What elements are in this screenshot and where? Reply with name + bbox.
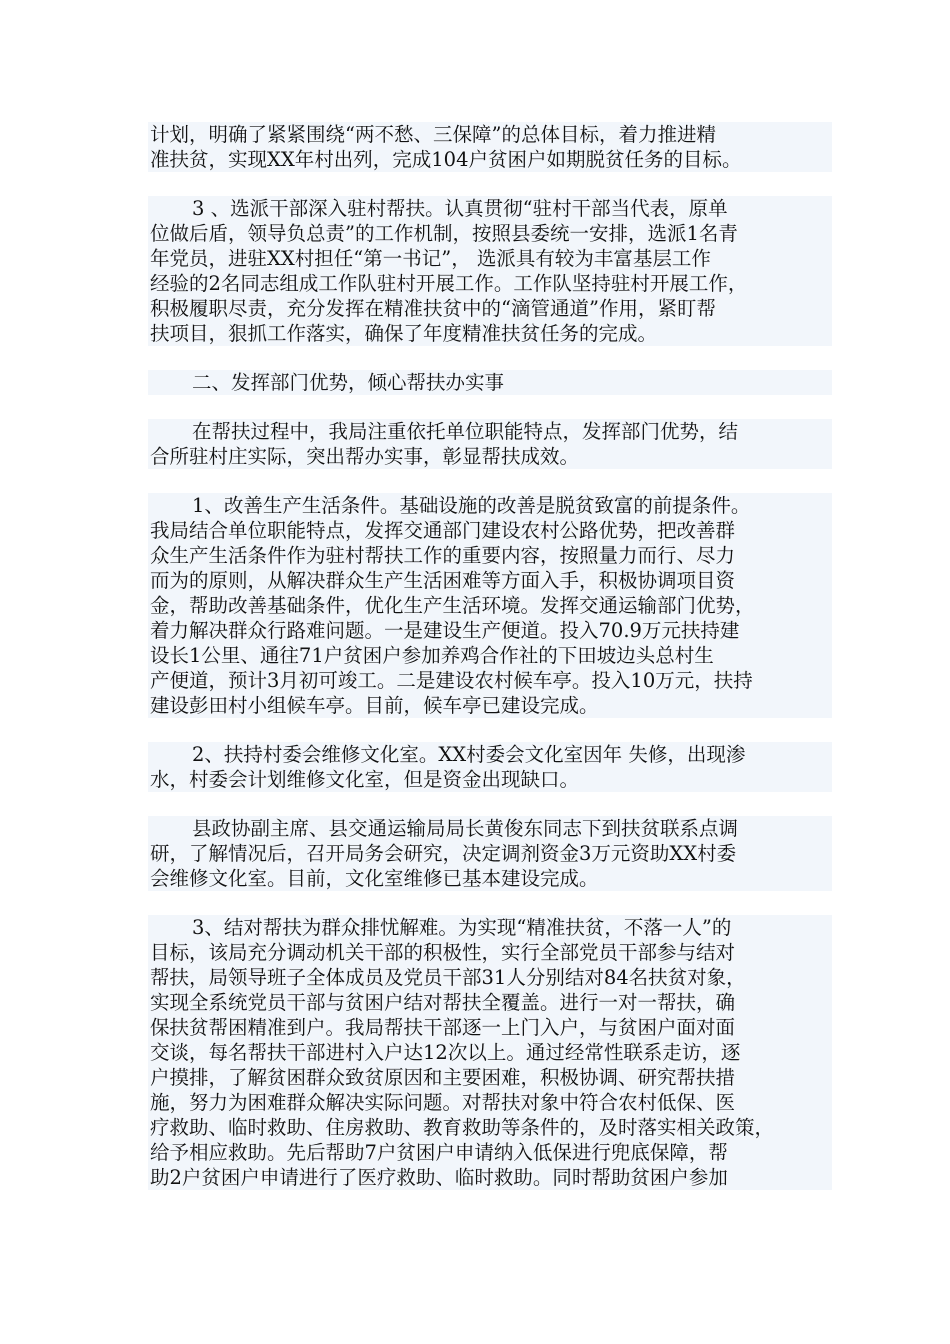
text-line: 扶项目，狠抓工作落实，确保了年度精准扶贫任务的完成。 <box>148 321 832 346</box>
text-line: 给予相应救助。先后帮助7户贫困户申请纳入低保进行兜底保障，帮 <box>148 1140 832 1165</box>
text-line: 会维修文化室。目前，文化室维修已基本建设完成。 <box>148 866 832 891</box>
text-line: 研，了解情况后，召开局务会研究，决定调剂资金3万元资助XX村委 <box>148 841 832 866</box>
text-line: 助2户贫困户申请进行了医疗救助、临时救助。同时帮助贫困户参加 <box>148 1165 832 1190</box>
text-line: 交谈，每名帮扶干部进村入户达12次以上。通过经常性联系走访，逐 <box>148 1040 832 1065</box>
text-line: 积极履职尽责，充分发挥在精准扶贫中的“滴管通道”作用，紧盯帮 <box>148 296 832 321</box>
text-line: 计划，明确了紧紧围绕“两不愁、三保障”的总体目标，着力推进精 <box>148 122 832 147</box>
paragraph-1 <box>148 122 832 172</box>
text-line: 2、扶持村委会维修文化室。XX村委会文化室因年 失修，出现渗 <box>148 742 832 767</box>
text-line: 3、结对帮扶为群众排忧解难。为实现“精准扶贫，不落一人”的 <box>148 915 832 940</box>
text-line: 众生产生活条件作为驻村帮扶工作的重要内容，按照量力而行、尽力 <box>148 543 832 568</box>
paragraph-6 <box>148 816 832 891</box>
section-heading <box>148 370 832 395</box>
text-line: 户摸排，了解贫困群众致贫原因和主要困难，积极协调、研究帮扶措 <box>148 1065 832 1090</box>
text-line: 经验的2名同志组成工作队驻村开展工作。工作队坚持驻村开展工作， <box>148 271 832 296</box>
text-line: 施，努力为困难群众解决实际问题。对帮扶对象中符合农村低保、医 <box>148 1090 832 1115</box>
text-line: 保扶贫帮困精准到户。我局帮扶干部逐一上门入户，与贫困户面对面 <box>148 1015 832 1040</box>
text-line: 3 、选派干部深入驻村帮扶。认真贯彻“驻村干部当代表，原单 <box>148 196 832 221</box>
text-line: 而为的原则，从解决群众生产生活困难等方面入手，积极协调项目资 <box>148 568 832 593</box>
text-line: 目标，该局充分调动机关干部的积极性，实行全部党员干部参与结对 <box>148 940 832 965</box>
text-line: 产便道，预计3月初可竣工。二是建设农村候车亭。投入10万元，扶持 <box>148 668 832 693</box>
paragraph-5 <box>148 742 832 792</box>
text-line: 县政协副主席、县交通运输局局长黄俊东同志下到扶贫联系点调 <box>148 816 832 841</box>
text-line: 准扶贫，实现XX年村出列，完成104户贫困户如期脱贫任务的目标。 <box>148 147 832 172</box>
document-body <box>148 122 832 1214</box>
text-line: 疗救助、临时救助、住房救助、教育救助等条件的，及时落实相关政策， <box>148 1115 832 1140</box>
text-line: 水，村委会计划维修文化室，但是资金出现缺口。 <box>148 767 832 792</box>
text-line: 设长1公里、通往71户贫困户参加养鸡合作社的下田坡边头总村生 <box>148 643 832 668</box>
text-line: 实现全系统党员干部与贫困户结对帮扶全覆盖。进行一对一帮扶，确 <box>148 990 832 1015</box>
text-line: 合所驻村庄实际，突出帮办实事，彰显帮扶成效。 <box>148 444 832 469</box>
text-line: 金，帮助改善基础条件，优化生产生活环境。发挥交通运输部门优势， <box>148 593 832 618</box>
paragraph-4 <box>148 493 832 718</box>
text-line: 年党员，进驻XX村担任“第一书记”， 选派具有较为丰富基层工作 <box>148 246 832 271</box>
text-line: 建设彭田村小组候车亭。目前，候车亭已建设完成。 <box>148 693 832 718</box>
text-line: 1、改善生产生活条件。基础设施的改善是脱贫致富的前提条件。 <box>148 493 832 518</box>
paragraph-7 <box>148 915 832 1190</box>
text-line: 我局结合单位职能特点，发挥交通部门建设农村公路优势，把改善群 <box>148 518 832 543</box>
section-heading-text: 二、发挥部门优势，倾心帮扶办实事 <box>148 370 832 395</box>
paragraph-3 <box>148 419 832 469</box>
text-line: 在帮扶过程中，我局注重依托单位职能特点，发挥部门优势，结 <box>148 419 832 444</box>
text-line: 帮扶，局领导班子全体成员及党员干部31人分别结对84名扶贫对象， <box>148 965 832 990</box>
text-line: 位做后盾，领导负总责”的工作机制，按照县委统一安排，选派1名青 <box>148 221 832 246</box>
text-line: 着力解决群众行路难问题。一是建设生产便道。投入70.9万元扶持建 <box>148 618 832 643</box>
paragraph-2 <box>148 196 832 346</box>
